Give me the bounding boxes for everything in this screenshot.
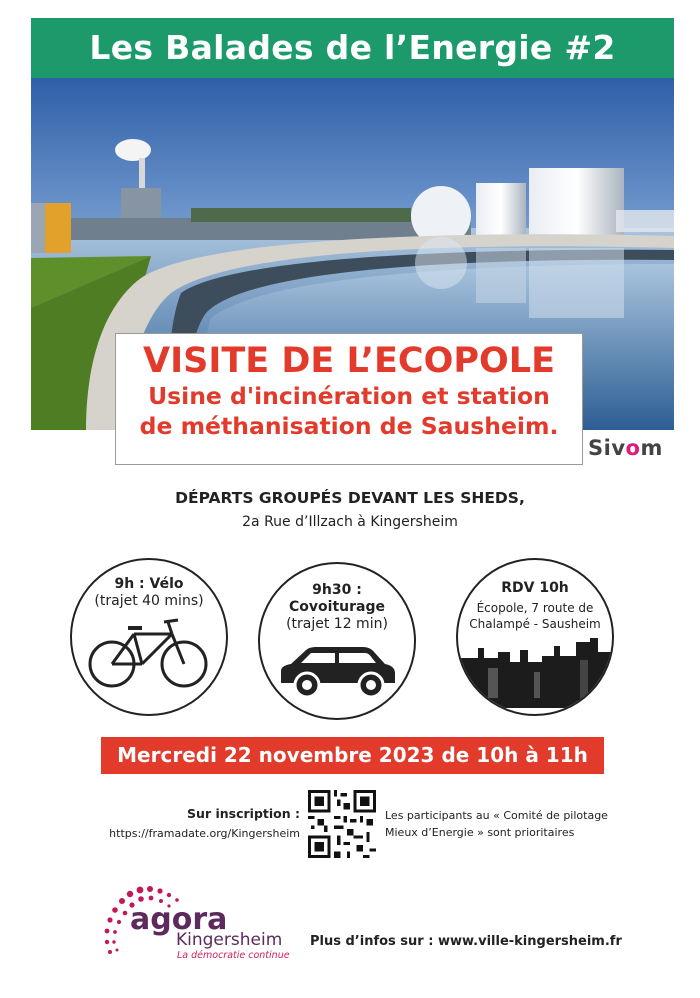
agora-wordmark: agora [130, 902, 228, 937]
car-icon [275, 641, 399, 701]
series-title: Les Balades de l’Energie #2 [89, 28, 616, 67]
registration-label: Sur inscription : [187, 806, 300, 821]
priority-line1: Les participants au « Comité de pilotage [385, 809, 608, 822]
sivom-logo-part: Siv [588, 436, 626, 460]
priority-line2: Mieux d’Energie » sont prioritaires [385, 826, 575, 839]
priority-note [385, 807, 625, 841]
sivom-logo-accent: o [625, 436, 641, 460]
bicycle-icon [84, 612, 214, 692]
sivom-logo [588, 436, 663, 460]
carpool-mode: Covoiturage [289, 599, 385, 615]
carpool-departure-circle [258, 562, 416, 720]
agora-city: Kingersheim [176, 930, 283, 950]
visit-title: VISITE DE L’ECOPOLE [143, 341, 555, 381]
visit-subtitle-line1: Usine d'incinération et station [148, 382, 550, 410]
more-info-link[interactable]: Plus d’infos sur : www.ville-kingersheim.fr [310, 934, 622, 949]
meeting-place-line1: Écopole, 7 route de [476, 601, 594, 615]
carpool-duration: (trajet 12 min) [286, 616, 388, 632]
event-date: Mercredi 22 novembre 2023 de 10h à 11h [101, 737, 604, 774]
factory-silhouette-icon [458, 638, 614, 708]
departures-address: 2a Rue d’Illzach à Kingersheim [242, 514, 458, 530]
agora-slogan: La démocratie continue [177, 950, 290, 961]
meeting-place-line2: Chalampé - Sausheim [469, 617, 601, 631]
bike-time: 9h : Vélo [114, 576, 184, 592]
bike-departure-circle [70, 558, 228, 716]
meeting-time: RDV 10h [501, 580, 569, 596]
meeting-point-circle [456, 558, 614, 716]
qr-code-icon[interactable] [308, 790, 376, 858]
event-series-banner [31, 18, 674, 78]
registration-link[interactable]: https://framadate.org/Kingersheim [109, 827, 300, 840]
bike-duration: (trajet 40 mins) [94, 593, 204, 609]
carpool-time: 9h30 : [312, 582, 362, 598]
visit-title-box [115, 333, 583, 465]
sivom-logo-part: m [640, 436, 663, 460]
visit-subtitle-line2: de méthanisation de Sausheim. [139, 412, 559, 440]
departures-heading: DÉPARTS GROUPÉS DEVANT LES SHEDS, [175, 489, 525, 507]
